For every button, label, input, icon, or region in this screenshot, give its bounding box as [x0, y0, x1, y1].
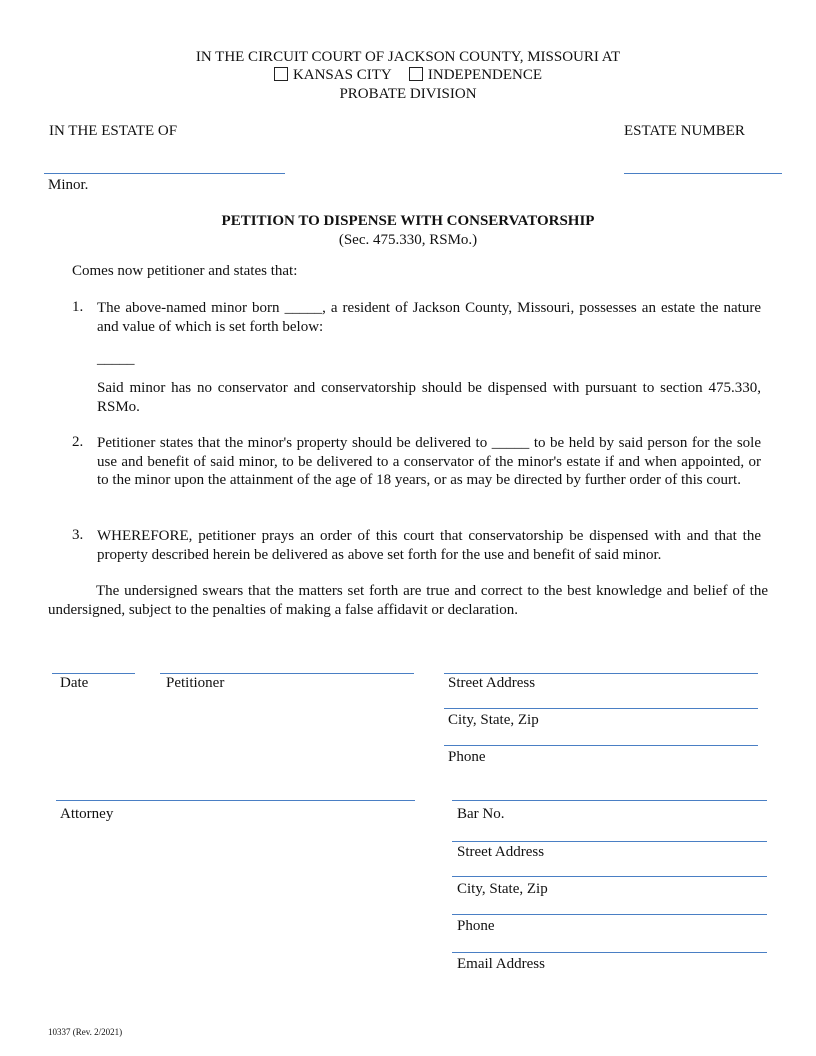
division-heading: PROBATE DIVISION	[339, 86, 477, 102]
attorney-email-field[interactable]	[452, 934, 767, 952]
bar-number-field[interactable]	[452, 782, 767, 800]
kansas-city-checkbox[interactable]	[274, 67, 288, 81]
item3-text: WHEREFORE, petitioner prays an order of this court that conservatorship be dispensed with and that the property described herein be delivered as above set forth for the use and benefit of said minor.	[97, 528, 761, 563]
estate-name-field[interactable]	[44, 155, 285, 173]
date-line	[52, 673, 135, 674]
item2-number: 2.	[72, 434, 84, 450]
attorney-city-field[interactable]	[452, 858, 767, 876]
estate-number-line	[624, 173, 782, 174]
intro-text: Comes now petitioner and states that:	[72, 263, 298, 279]
oath-text: The undersigned swears that the matters set forth are true and correct to the best knowledge and belief of the undersigned, subject to the penalties of making a false affidavit or declaration.	[48, 583, 768, 618]
attorney-phone-label: Phone	[457, 918, 495, 934]
petitioner-street-label: Street Address	[448, 675, 536, 691]
attorney-email-line	[452, 952, 767, 953]
item1-blank: _____	[97, 351, 135, 367]
petitioner-phone-line	[444, 745, 758, 746]
estate-name-line	[44, 173, 285, 174]
independence-label: INDEPENDENCE	[427, 67, 543, 83]
estate-number-field[interactable]	[624, 155, 782, 173]
attorney-field[interactable]	[56, 782, 415, 800]
item1-number: 1.	[72, 299, 84, 315]
attorney-city-label: City, State, Zip	[457, 881, 548, 897]
petitioner-city-line	[444, 708, 758, 709]
petitioner-field[interactable]	[160, 655, 414, 673]
petition-title	[0, 213, 816, 230]
item1-continuation: Said minor has no conservator and conservatorship should be dispensed with pursuant to section 475.330, RSMo.	[97, 380, 761, 415]
petitioner-phone-label: Phone	[448, 749, 486, 765]
attorney-street-line	[452, 841, 767, 842]
attorney-street-label: Street Address	[457, 844, 545, 860]
location-options	[0, 67, 816, 84]
attorney-phone-line	[452, 914, 767, 915]
attorney-email-label: Email Address	[457, 956, 545, 972]
attorney-street-field[interactable]	[452, 823, 767, 841]
attorney-line	[56, 800, 415, 801]
form-number: 10337 (Rev. 2/2021)	[48, 1027, 123, 1037]
petitioner-street-line	[444, 673, 758, 674]
petitioner-label: Petitioner	[166, 675, 225, 691]
date-label: Date	[60, 675, 89, 691]
attorney-city-line	[452, 876, 767, 877]
petitioner-city-label: City, State, Zip	[448, 712, 539, 728]
attorney-label: Attorney	[60, 806, 114, 822]
date-field[interactable]	[52, 655, 135, 673]
petition-title-text: PETITION TO DISPENSE WITH CONSERVATORSHIP	[221, 213, 595, 229]
minor-label: Minor.	[48, 177, 89, 193]
item3-number: 3.	[72, 527, 84, 543]
petitioner-street-field[interactable]	[444, 655, 758, 673]
bar-number-line	[452, 800, 767, 801]
item2-text: Petitioner states that the minor's property should be delivered to _____ to be held by said person for the sole use and benefit of said minor, to be delivered to a conservator of the minor's estate if and when appointed, or to the minor upon the attainment of the age of 18 years, or as may be directed by further order of this court.	[97, 435, 761, 488]
estate-of-label: IN THE ESTATE OF	[49, 123, 178, 139]
attorney-phone-field[interactable]	[452, 896, 767, 914]
petitioner-phone-field[interactable]	[444, 727, 758, 745]
estate-number-label: ESTATE NUMBER	[624, 123, 745, 139]
petitioner-line	[160, 673, 414, 674]
bar-number-label: Bar No.	[457, 806, 505, 822]
item1-text: The above-named minor born _____, a resident of Jackson County, Missouri, possesses an estate the nature and value of which is set forth below:	[97, 300, 761, 335]
kansas-city-label: KANSAS CITY	[292, 67, 392, 83]
independence-checkbox[interactable]	[409, 67, 423, 81]
court-heading: IN THE CIRCUIT COURT OF JACKSON COUNTY, MISSOURI AT	[195, 49, 621, 65]
statute-reference: (Sec. 475.330, RSMo.)	[338, 232, 478, 248]
petitioner-city-field[interactable]	[444, 690, 758, 708]
